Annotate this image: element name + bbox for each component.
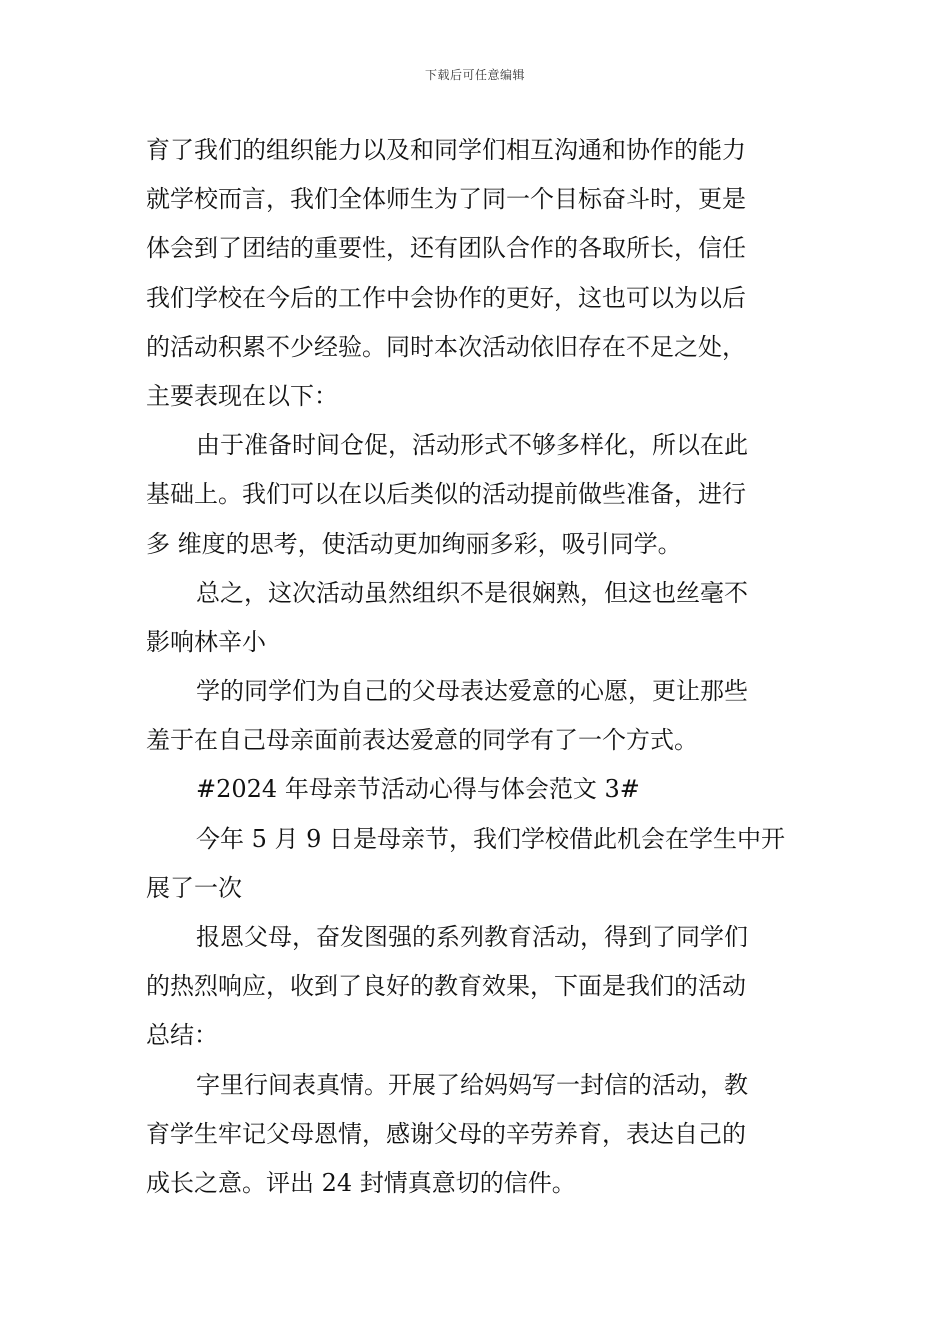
- text-line: 由于准备时间仓促，活动形式不够多样化，所以在此: [196, 431, 748, 460]
- text-line: 今年 5 月 9 日是母亲节，我们学校借此机会在学生中开: [196, 824, 786, 853]
- text-line: 基础上。我们可以在以后类似的活动提前做些准备，进行: [146, 480, 746, 509]
- text-line: 体会到了团结的重要性，还有团队合作的各取所长，信任: [146, 234, 746, 263]
- text-line: 总结：: [146, 1021, 218, 1050]
- text-line: 影响林辛小: [146, 627, 266, 656]
- text-line: 总之，这次活动虽然组织不是很娴熟，但这也丝毫不: [196, 578, 748, 607]
- text-line: 的热烈响应，收到了良好的教育效果，下面是我们的活动: [146, 972, 746, 1001]
- text-line: 育学生牢记父母恩情，感谢父母的辛劳养育，表达自己的: [146, 1119, 746, 1148]
- text-line: 的活动积累不少经验。同时本次活动依旧存在不足之处，: [146, 332, 746, 361]
- text-line: 展了一次: [146, 873, 242, 902]
- text-line: 学的同学们为自己的父母表达爱意的心愿，更让那些: [196, 677, 748, 706]
- text-line: 报恩父母，奋发图强的系列教育活动，得到了同学们: [196, 923, 748, 951]
- page-header: 下载后可任意编辑: [424, 68, 525, 82]
- text-line: 育了我们的组织能力以及和同学们相互沟通和协作的能力: [146, 136, 746, 164]
- document-body: [146, 126, 810, 1208]
- text-line: 字里行间表真情。开展了给妈妈写一封信的活动，教: [196, 1070, 748, 1099]
- text-line: 羞于在自己母亲面前表达爱意的同学有了一个方式。: [146, 726, 698, 755]
- text-line: #2024 年母亲节活动心得与体会范文 3#: [196, 775, 640, 804]
- text-line: 主要表现在以下：: [146, 381, 338, 410]
- text-line: 多 维度的思考，使活动更加绚丽多彩，吸引同学。: [146, 529, 682, 558]
- text-line: 我们学校在今后的工作中会协作的更好，这也可以为以后: [146, 283, 746, 312]
- text-line: 成长之意。评出 24 封情真意切的信件。: [146, 1168, 576, 1197]
- text-line: 就学校而言，我们全体师生为了同一个目标奋斗时，更是: [146, 185, 746, 214]
